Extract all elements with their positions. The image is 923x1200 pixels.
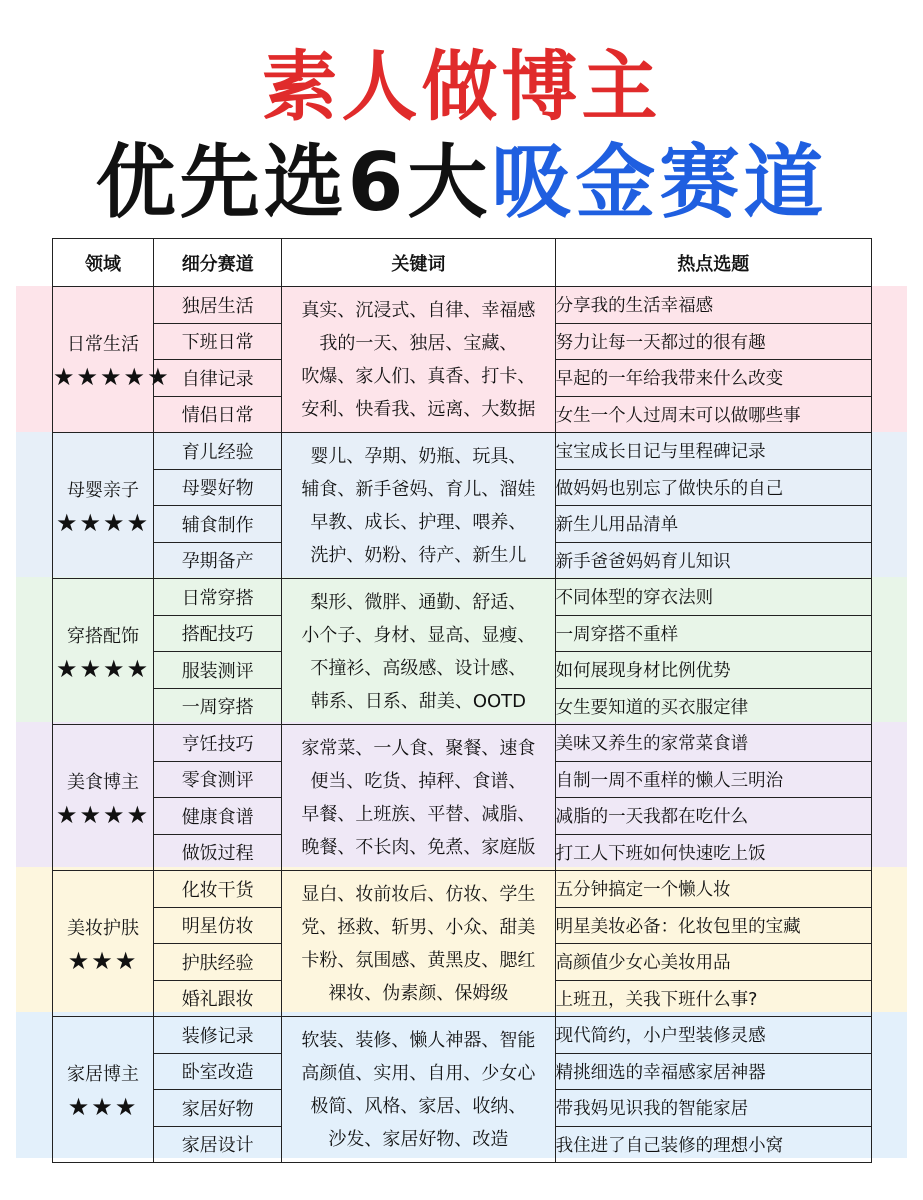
subtrack-cell: 下班日常: [154, 323, 282, 360]
topic-cell: 女生要知道的买衣服定律: [555, 688, 871, 725]
keyword-line: 党、拯救、斩男、小众、甜美: [301, 916, 536, 938]
keyword-line: 裸妆、伪素颜、保姆级: [328, 982, 509, 1004]
domain-cell: [53, 433, 154, 579]
topic-cell: 我住进了自己装修的理想小窝: [555, 1126, 871, 1163]
subtrack-cell: 日常穿搭: [154, 579, 282, 616]
keyword-line: 早教、成长、护理、喂养、: [310, 511, 527, 533]
topic-cell: 宝宝成长日记与里程碑记录: [555, 433, 871, 470]
table-row: [53, 871, 872, 908]
domain-cell: [53, 725, 154, 871]
table-row: [53, 579, 872, 616]
subtrack-cell: 卧室改造: [154, 1053, 282, 1090]
domain-name: 母婴亲子: [67, 479, 140, 501]
topic-cell: 分享我的生活幸福感: [555, 287, 871, 324]
header-keywords: 关键词: [282, 239, 555, 287]
subtrack-cell: 护肤经验: [154, 944, 282, 981]
topic-cell: 明星美妆必备：化妆包里的宝藏: [555, 907, 871, 944]
subtrack-cell: 服装测评: [154, 652, 282, 689]
subtrack-cell: 健康食谱: [154, 798, 282, 835]
topic-cell: 打工人下班如何快速吃上饭: [555, 834, 871, 871]
star-rating: ★★★★: [56, 508, 151, 537]
keyword-line: 沙发、家居好物、改造: [328, 1128, 509, 1150]
topic-cell: 减脂的一天我都在吃什么: [555, 798, 871, 835]
subtrack-cell: 家居好物: [154, 1090, 282, 1127]
subtrack-cell: 家居设计: [154, 1126, 282, 1163]
table-body: [53, 287, 872, 1163]
keyword-line: 软装、装修、懒人神器、智能: [301, 1029, 536, 1051]
keyword-line: 吹爆、家人们、真香、打卡、: [301, 365, 536, 387]
keyword-line: 韩系、日系、甜美、OOTD: [310, 690, 527, 712]
subtrack-cell: 零食测评: [154, 761, 282, 798]
topic-cell: 高颜值少女心美妆用品: [555, 944, 871, 981]
table-row: [53, 725, 872, 762]
topic-cell: 新生儿用品清单: [555, 506, 871, 543]
subtrack-cell: 搭配技巧: [154, 615, 282, 652]
subtrack-cell: 化妆干货: [154, 871, 282, 908]
topic-cell: 五分钟搞定一个懒人妆: [555, 871, 871, 908]
keywords-cell: [282, 579, 555, 725]
keyword-line: 婴儿、孕期、奶瓶、玩具、: [310, 445, 527, 467]
table-row: [53, 287, 872, 324]
title-line-2: [0, 135, 923, 231]
keywords-cell: [282, 871, 555, 1017]
title-line-2-part1: 优先选6大: [95, 136, 492, 229]
table-row: [53, 433, 872, 470]
keyword-line: 晚餐、不长肉、免煮、家庭版: [301, 836, 536, 858]
topic-cell: 自制一周不重样的懒人三明治: [555, 761, 871, 798]
keyword-line: 便当、吃货、掉秤、食谱、: [310, 770, 527, 792]
star-rating: ★★★★: [56, 800, 151, 829]
star-rating: ★★★★: [56, 654, 151, 683]
keyword-line: 早餐、上班族、平替、减脂、: [301, 803, 536, 825]
subtrack-cell: 亨饪技巧: [154, 725, 282, 762]
domain-name: 家居博主: [67, 1063, 140, 1085]
subtrack-cell: 独居生活: [154, 287, 282, 324]
keyword-line: 高颜值、实用、自用、少女心: [301, 1062, 536, 1084]
keyword-line: 不撞衫、高级感、设计感、: [310, 657, 527, 679]
keyword-line: 显白、妆前妆后、仿妆、学生: [301, 883, 536, 905]
keyword-line: 小个子、身材、显高、显瘦、: [301, 624, 536, 646]
track-table: [52, 238, 872, 1163]
subtrack-cell: 孕期备产: [154, 542, 282, 579]
domain-cell: [53, 1017, 154, 1163]
topic-cell: 不同体型的穿衣法则: [555, 579, 871, 616]
header-topics: 热点选题: [555, 239, 871, 287]
keyword-line: 极简、风格、家居、收纳、: [310, 1095, 527, 1117]
subtrack-cell: 育儿经验: [154, 433, 282, 470]
header-domain: 领域: [53, 239, 154, 287]
table-header-row: [53, 239, 872, 287]
topic-cell: 努力让每一天都过的很有趣: [555, 323, 871, 360]
domain-cell: [53, 287, 171, 433]
topic-cell: 如何展现身材比例优势: [555, 652, 871, 689]
topic-cell: 上班丑，关我下班什么事?: [555, 980, 871, 1017]
keyword-line: 我的一天、独居、宝藏、: [319, 332, 518, 354]
topic-cell: 精挑细选的幸福感家居神器: [555, 1053, 871, 1090]
header-subtrack: 细分赛道: [154, 239, 282, 287]
keywords-cell: [282, 1017, 555, 1163]
domain-cell: [53, 579, 154, 725]
keyword-line: 家常菜、一人食、聚餐、速食: [301, 737, 536, 759]
subtrack-cell: 装修记录: [154, 1017, 282, 1054]
table-row: [53, 1017, 872, 1054]
title-line-1: 素人做博主: [261, 42, 662, 131]
keyword-line: 真实、沉浸式、自律、幸福感: [301, 299, 536, 321]
topic-cell: 一周穿搭不重样: [555, 615, 871, 652]
topic-cell: 新手爸爸妈妈育儿知识: [555, 542, 871, 579]
keywords-cell: [282, 725, 555, 871]
domain-name: 美食博主: [67, 771, 140, 793]
subtrack-cell: 婚礼跟妆: [154, 980, 282, 1017]
topic-cell: 带我妈见识我的智能家居: [555, 1090, 871, 1127]
domain-name: 日常生活: [67, 333, 140, 355]
subtrack-cell: 做饭过程: [154, 834, 282, 871]
domain-cell: [53, 871, 154, 1017]
keywords-cell: [282, 287, 555, 433]
keyword-line: 辅食、新手爸妈、育儿、溜娃: [301, 478, 536, 500]
star-rating: ★★★★★: [53, 362, 171, 391]
keywords-cell: [282, 433, 555, 579]
star-rating: ★★★: [67, 946, 139, 975]
topic-cell: 早起的一年给我带来什么改变: [555, 360, 871, 397]
topic-cell: 现代简约，小户型装修灵感: [555, 1017, 871, 1054]
title-line-2-part2: 吸金赛道: [491, 136, 828, 229]
subtrack-cell: 一周穿搭: [154, 688, 282, 725]
subtrack-cell: 明星仿妆: [154, 907, 282, 944]
domain-name: 穿搭配饰: [67, 625, 140, 647]
star-rating: ★★★: [67, 1092, 139, 1121]
subtrack-cell: 自律记录: [154, 360, 282, 397]
keyword-line: 梨形、微胖、通勤、舒适、: [310, 591, 527, 613]
keyword-line: 洗护、奶粉、待产、新生儿: [310, 544, 527, 566]
subtrack-cell: 母婴好物: [154, 469, 282, 506]
domain-name: 美妆护肤: [67, 917, 140, 939]
keyword-line: 安利、快看我、远离、大数据: [301, 398, 536, 420]
subtrack-cell: 情侣日常: [154, 396, 282, 433]
subtrack-cell: 辅食制作: [154, 506, 282, 543]
topic-cell: 做妈妈也别忘了做快乐的自己: [555, 469, 871, 506]
topic-cell: 美味又养生的家常菜食谱: [555, 725, 871, 762]
topic-cell: 女生一个人过周末可以做哪些事: [555, 396, 871, 433]
keyword-line: 卡粉、氛围感、黄黑皮、腮红: [301, 949, 536, 971]
